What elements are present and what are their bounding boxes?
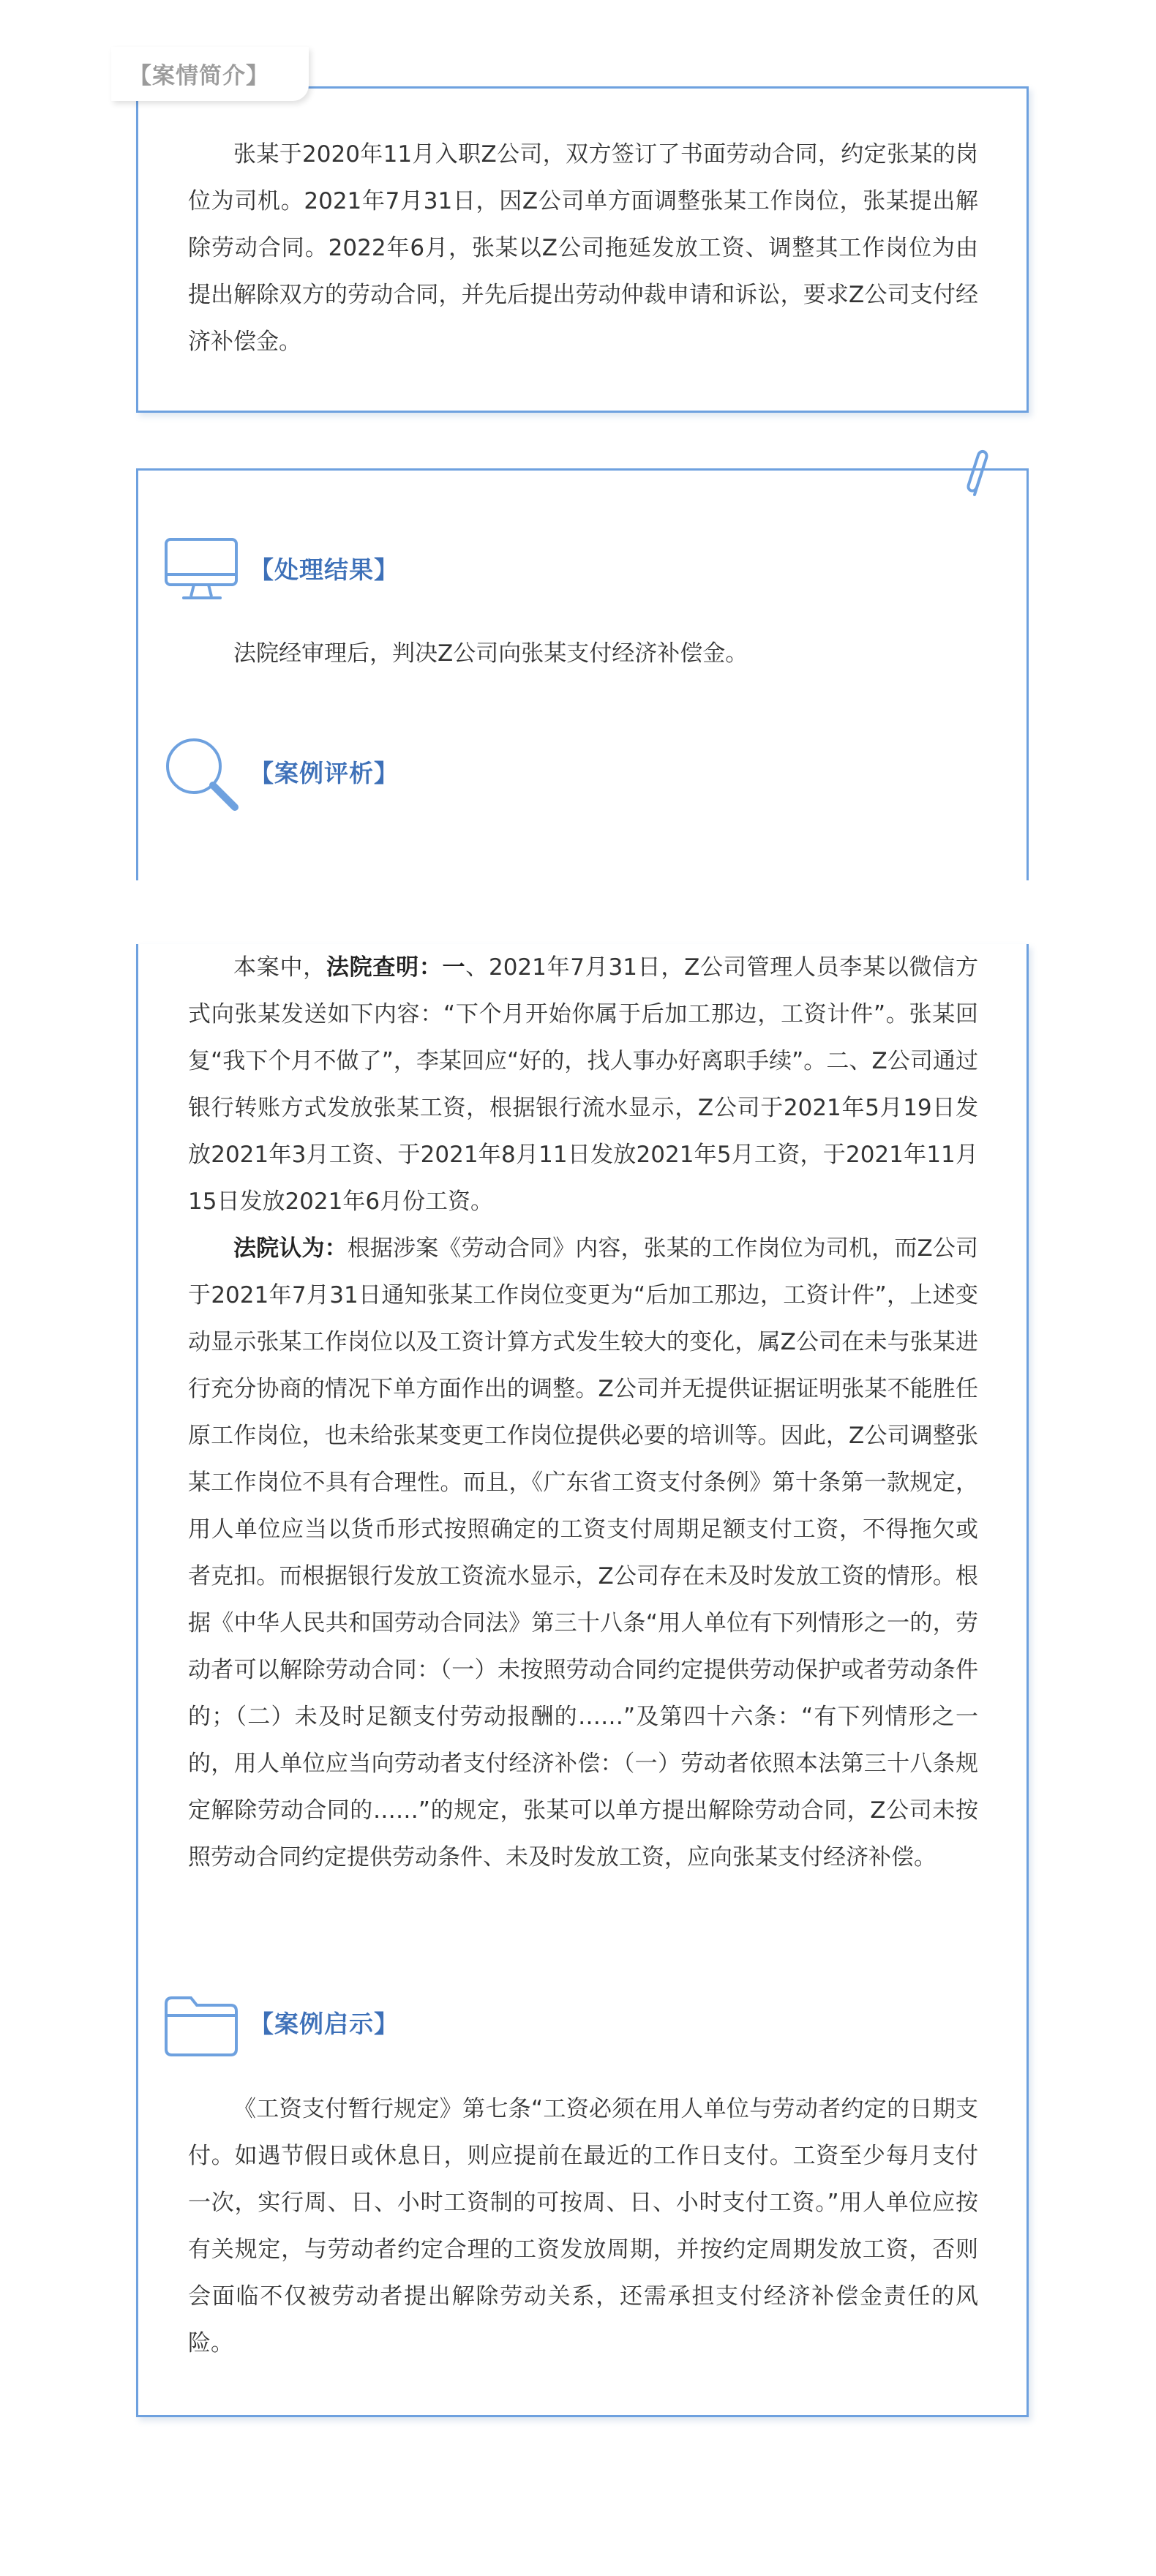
- inspiration-heading: 【案例启示】: [249, 2010, 399, 2038]
- paperclip-icon: [964, 446, 997, 505]
- result-box: [136, 468, 1029, 880]
- analysis-paragraph-2: [188, 1225, 978, 1881]
- analysis-heading: 【案例评析】: [249, 759, 399, 787]
- analysis-paragraph-1: [188, 944, 978, 1225]
- analysis-p2-bold: 法院认为：: [233, 1235, 348, 1262]
- case-intro-tab-label: 【案情简介】: [129, 63, 269, 89]
- magnifier-icon: [162, 734, 242, 815]
- monitor-icon: [163, 536, 241, 602]
- inspiration-paragraph: 《工资支付暂行规定》第七条“工资必须在用人单位与劳动者约定的日期支付。如遇节假日或休息日，则应提前在最近的工作日支付。工资至少每月支付一次，实行周、日、小时工资制的可按周、日、小时支付工资。”用人单位应按有关规定，与劳动者约定合理的工资发放周期，并按约定周期发放工资，否则会面临不仅被劳动者提出解除劳动关系，还需承担支付经济补偿金责任的风险。: [188, 2096, 978, 2356]
- analysis-p1-lead: 本案中，: [233, 954, 326, 981]
- result-paragraph: 法院经审理后，判决Z公司向张某支付经济补偿金。: [233, 640, 748, 667]
- folder-icon: [163, 1995, 239, 2058]
- result-heading: 【处理结果】: [249, 555, 399, 584]
- case-intro-tab: [111, 47, 309, 101]
- case-intro-box: [136, 86, 1029, 413]
- analysis-p1-rest: 、2021年7月31日，Z公司管理人员李某以微信方式向张某发送如下内容：“下个月开始你属于后加工那边，工资计件”。张某回复“我下个月不做了”，李某回应“好的，找人事办好离职手续”。二、Z公司通过银行转账方式发放张某工资，根据银行流水显示，Z公司于2021年5月19日发放2021年3月工资、于2021年8月11日发放2021年5月工资，于2021年11月15日发放2021年6月份工资。: [188, 954, 979, 1215]
- case-intro-paragraph: 张某于2020年11月入职Z公司，双方签订了书面劳动合同，约定张某的岗位为司机。2021年7月31日，因Z公司单方面调整张某工作岗位，张某提出解除劳动合同。2022年6月，张某以Z公司拖延发放工资、调整其工作岗位为由提出解除双方的劳动合同，并先后提出劳动仲裁申请和诉讼，要求Z公司支付经济补偿金。: [188, 141, 978, 355]
- analysis-p2-rest: 根据涉案《劳动合同》内容，张某的工作岗位为司机，而Z公司于2021年7月31日通知张某工作岗位变更为“后加工那边，工资计件”，上述变动显示张某工作岗位以及工资计算方式发生较大的变化，属Z公司在未与张某进行充分协商的情况下单方面作出的调整。Z公司并无提供证据证明张某不能胜任原工作岗位，也未给张某变更工作岗位提供必要的培训等。因此，Z公司调整张某工作岗位不具有合理性。而且，《广东省工资支付条例》第十条第一款规定，用人单位应当以货币形式按照确定的工资支付周期足额支付工资，不得拖欠或者克扣。而根据银行发放工资流水显示，Z公司存在未及时发放工资的情形。根据《中华人民共和国劳动合同法》第三十八条“用人单位有下列情形之一的，劳动者可以解除劳动合同：（一）未按照劳动合同约定提供劳动保护或者劳动条件的；（二）未及时足额支付劳动报酬的……”及第四十六条：“有下列情形之一的，用人单位应当向劳动者支付经济补偿：（一）劳动者依照本法第三十八条规定解除劳动合同的……”的规定，张某可以单方提出解除劳动合同，Z公司未按照劳动合同约定提供劳动条件、未及时发放工资，应向张某支付经济补偿。: [188, 1235, 979, 1871]
- analysis-p1-bold: 法院查明：一: [326, 954, 466, 981]
- analysis-box: [136, 944, 1029, 2417]
